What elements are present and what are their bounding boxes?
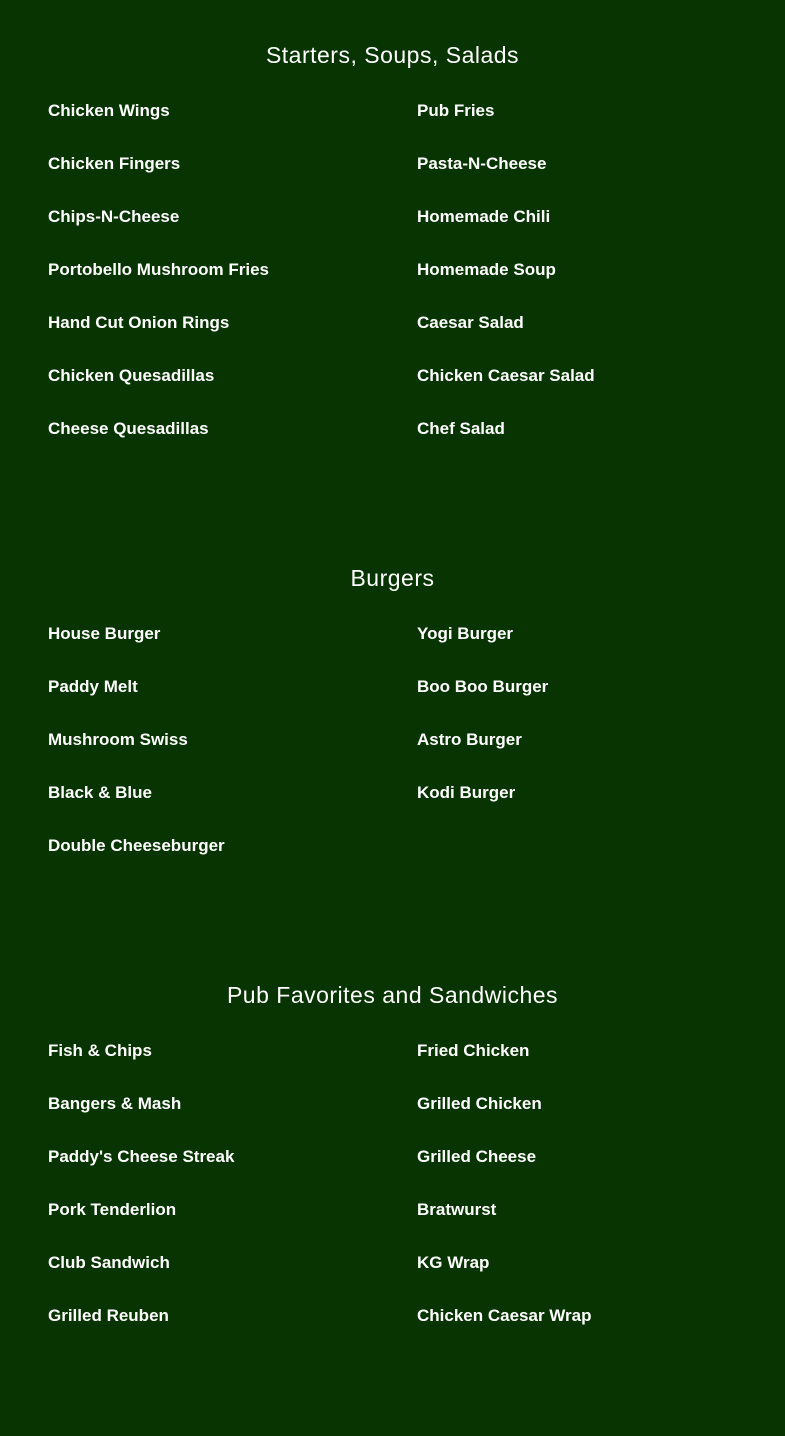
menu-list <box>48 624 748 889</box>
menu-item[interactable]: Portobello Mushroom Fries <box>48 260 270 279</box>
menu-item[interactable]: Homemade Chili <box>417 207 551 226</box>
menu-item[interactable]: House Burger <box>48 624 161 643</box>
menu-item[interactable]: Pub Fries <box>417 101 495 120</box>
menu-item[interactable]: Chicken Caesar Salad <box>417 366 595 385</box>
menu-item[interactable]: Double Cheeseburger <box>48 836 225 855</box>
menu-item[interactable]: Yogi Burger <box>417 624 514 643</box>
menu-item[interactable]: Fish & Chips <box>48 1041 152 1060</box>
menu-item[interactable]: Mushroom Swiss <box>48 730 188 749</box>
menu-list <box>48 1041 748 1359</box>
menu-item[interactable]: Chicken Caesar Wrap <box>417 1306 592 1325</box>
menu-item[interactable]: Black & Blue <box>48 783 152 802</box>
menu-item[interactable]: Paddy Melt <box>48 677 138 696</box>
menu-item-empty <box>417 836 748 889</box>
section-title: Burgers <box>350 565 435 591</box>
menu-item[interactable]: Paddy's Cheese Streak <box>48 1147 235 1166</box>
menu-item[interactable]: Pork Tenderlion <box>48 1200 177 1219</box>
menu-item[interactable]: Caesar Salad <box>417 313 524 332</box>
menu-item[interactable]: Bangers & Mash <box>48 1094 182 1113</box>
menu-item[interactable]: Bratwurst <box>417 1200 497 1219</box>
menu-item[interactable]: Cheese Quesadillas <box>48 419 209 438</box>
menu-item[interactable]: Fried Chicken <box>417 1041 530 1060</box>
section-title: Pub Favorites and Sandwiches <box>226 982 559 1008</box>
menu-item[interactable]: Grilled Cheese <box>417 1147 537 1166</box>
menu-item[interactable]: Kodi Burger <box>417 783 516 802</box>
menu-item[interactable]: Grilled Reuben <box>48 1306 169 1325</box>
section-title: Starters, Soups, Salads <box>265 42 520 68</box>
menu-item[interactable]: Chicken Wings <box>48 101 170 120</box>
menu-item[interactable]: Hand Cut Onion Rings <box>48 313 230 332</box>
menu-item[interactable]: Club Sandwich <box>48 1253 170 1272</box>
menu-item[interactable]: Chips-N-Cheese <box>48 207 180 226</box>
menu-item[interactable]: Boo Boo Burger <box>417 677 549 696</box>
menu-item[interactable]: Grilled Chicken <box>417 1094 542 1113</box>
menu-list <box>48 101 748 472</box>
menu-item[interactable]: Pasta-N-Cheese <box>417 154 547 173</box>
menu-item[interactable]: Chicken Fingers <box>48 154 181 173</box>
menu-item[interactable]: Chef Salad <box>417 419 505 438</box>
menu-item[interactable]: Astro Burger <box>417 730 522 749</box>
menu-item[interactable]: Chicken Quesadillas <box>48 366 215 385</box>
menu-item[interactable]: Homemade Soup <box>417 260 556 279</box>
menu-item[interactable]: KG Wrap <box>417 1253 490 1272</box>
